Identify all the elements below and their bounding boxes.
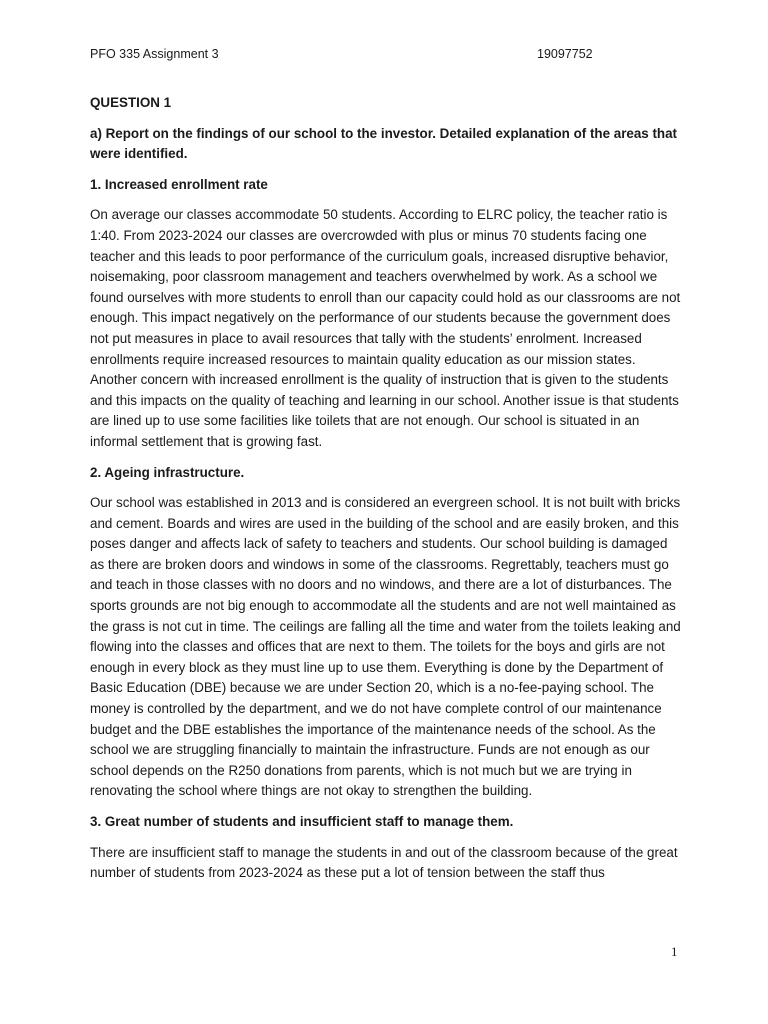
page-header [90,47,680,65]
section-heading-enrollment: 1. Increased enrollment rate [90,176,268,192]
section-body-infrastructure: Our school was established in 2013 and is considered an evergreen school. It is not built with bricks and cement. Boards and wires are used in the building of the school and are easily broken, and this poses danger and affects lack of safety to teachers and students. Our school building is damaged as there are broken doors and windows in some of the classrooms. Regrettably, teachers must go and teach in those classes with no doors and no windows, and there are a lot of disturbances. The sports grounds are not big enough to accommodate all the students and are not well maintained as the grass is not cut in time. The ceilings are falling all the time and water from the toilets leaking and flowing into the classes and offices that are next to them. The toilets for the boys and girls are not enough in every block as they must line up to use them. Everything is done by the Department of Basic Education (DBE) because we are under Section 20, which is a no-fee-paying school. The money is controlled by the department, and we do not have complete control of our maintenance budget and the DBE establishes the importance of the maintenance needs of the school. As the school we are struggling financially to maintain the infrastructure. Funds are not enough as our school depends on the R250 donations from parents, which is not much but we are trying in renovating the school where things are not okay to strengthen the building. [90,495,681,799]
section-heading-infrastructure: 2. Ageing infrastructure. [90,464,245,480]
section-body-staff: There are insufficient staff to manage the students in and out of the classroom because of the great number of students from 2023-2024 as these put a lot of tension between the staff thus [90,844,678,881]
section-a-heading: a) Report on the findings of our school to the investor. Detailed explanation of the areas that were identified. [90,125,678,162]
section-body-enrollment: On average our classes accommodate 50 students. According to ELRC policy, the teacher ratio is 1:40. From 2023-2024 our classes are overcrowded with plus or minus 70 students facing one teacher and this leads to poor performance of the curriculum goals, increased disruptive behavior, noisemaking, poor classroom management and teachers overwhelmed by work. As a school we found ourselves with more students to enroll than our capacity could hold as our classrooms are not enough. This impact negatively on the performance of our students because the government does not put measures in place to avail resources that tally with the students’ enrolment. Increased enrollments require increased resources to maintain quality education as our mission states. Another concern with increased enrollment is the quality of instruction that is given to the students and this impacts on the quality of teaching and learning in our school. Another issue is that students are lined up to use some facilities like toilets that are not enough. Our school is situated in an informal settlement that is growing fast. [90,207,681,449]
student-number: 19097752 [537,47,593,61]
course-title: PFO 335 Assignment 3 [90,47,219,61]
page-number: 1 [671,944,678,959]
section-heading-staff: 3. Great number of students and insufficient staff to manage them. [90,814,514,829]
question-title: QUESTION 1 [90,95,172,110]
document-body [90,93,684,894]
